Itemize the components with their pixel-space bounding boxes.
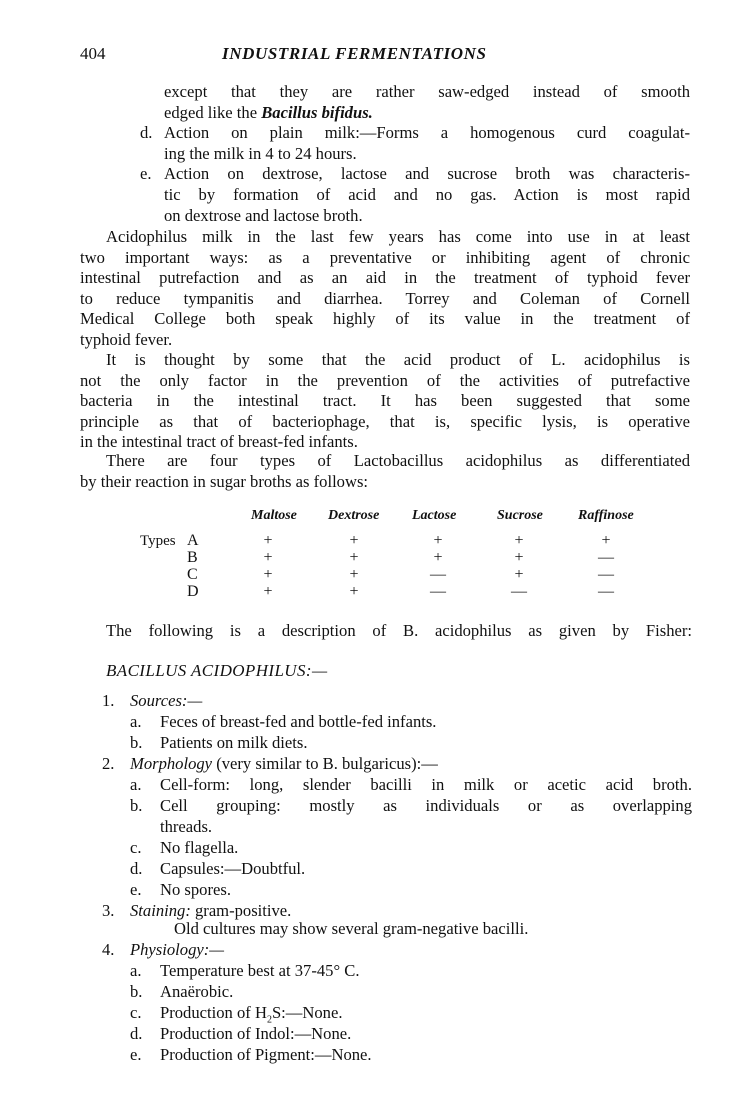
table-row <box>140 565 660 582</box>
table-cell: — <box>598 566 614 583</box>
paragraph-line: It is thought by some that the acid product of L. acidophilus is <box>106 350 690 369</box>
paragraph-line: in the intestinal tract of breast-fed infants. <box>80 432 358 452</box>
column-header: Raffinose <box>578 508 634 523</box>
sub-text: No spores. <box>160 880 231 899</box>
continuation-line: edged like the Bacillus bifidus. <box>164 102 373 122</box>
column-header: Dextrose <box>328 508 380 523</box>
section-title: Morphology (very similar to B. bulgaricus):— <box>130 754 438 773</box>
item-line: tic by formation of acid and no gas. Action is most rapid <box>164 184 690 204</box>
sugar-reaction-table <box>140 506 660 602</box>
type-label: D <box>187 583 199 600</box>
item-line: ing the milk in 4 to 24 hours. <box>164 143 357 163</box>
table-cell: + <box>263 566 273 583</box>
table-cell: — <box>430 583 446 600</box>
running-head <box>80 44 700 66</box>
sub-label: b. <box>130 796 143 815</box>
column-header: Sucrose <box>497 508 543 523</box>
sub-text: Capsules:—Doubtful. <box>160 859 306 878</box>
table-cell: + <box>514 549 524 566</box>
table-cell: + <box>349 532 359 549</box>
paragraph-line: Acidophilus milk in the last few years has come into use in at least <box>106 227 690 246</box>
section-title: Sources:— <box>130 691 203 710</box>
table-cell: + <box>433 532 443 549</box>
row-prefix: Types <box>140 533 176 549</box>
item-line: Action on dextrose, lactose and sucrose broth was characteris- <box>164 164 690 184</box>
sub-text: Production of Indol:—None. <box>160 1024 352 1043</box>
paragraph-acid-product <box>80 350 690 453</box>
table-cell: + <box>514 532 524 549</box>
column-header: Maltose <box>251 508 297 523</box>
sub-label: c. <box>130 838 142 857</box>
continuation-line: except that they are rather saw-edged instead of smooth <box>164 82 690 101</box>
section-title: Staining: gram-positive. <box>130 901 292 920</box>
table-cell: + <box>349 583 359 600</box>
sub-text: Production of Pigment:—None. <box>160 1045 372 1064</box>
sub-label: b. <box>130 982 143 1001</box>
sub-text: Temperature best at 37-45° C. <box>160 961 360 980</box>
sub-text: Feces of breast-fed and bottle-fed infants. <box>160 712 437 731</box>
section-number: 4. <box>102 940 115 959</box>
paragraph-line: typhoid fever. <box>80 329 173 349</box>
sub-text: Cell grouping: mostly as individuals or as overlapping <box>160 796 692 815</box>
sub-label: d. <box>130 859 143 878</box>
paragraph-line: by their reaction in sugar broths as follows: <box>80 471 369 491</box>
paragraph-four-types <box>80 451 690 492</box>
description-heading: BACILLUS ACIDOPHILUS:— <box>106 661 328 680</box>
table-cell: + <box>263 549 273 566</box>
sub-text: Anaërobic. <box>160 982 234 1001</box>
item-line: Action on plain milk:—Forms a homogenous curd coagulat- <box>164 123 690 143</box>
column-header: Lactose <box>412 508 457 523</box>
item-line: on dextrose and lactose broth. <box>164 205 363 225</box>
paragraph-line: The following is a description of B. acidophilus as given by Fisher: <box>106 621 692 640</box>
type-label: B <box>187 549 198 566</box>
sub-text: Production of $H_2S:—None$. <box>160 1003 343 1026</box>
page-number: 404 <box>80 44 106 63</box>
paragraph-line: Medical College both speak highly of its value in the treatment of <box>80 309 690 329</box>
sub-label: a. <box>130 961 142 980</box>
table-cell: — <box>430 566 446 583</box>
running-title: INDUSTRIAL FERMENTATIONS <box>222 44 487 63</box>
table-row <box>140 531 660 548</box>
sub-label: a. <box>130 712 142 731</box>
section-number: 3. <box>102 901 115 920</box>
bacillus-description <box>102 661 692 1066</box>
item-label: d. <box>140 123 153 143</box>
type-label: C <box>187 566 198 583</box>
table-cell: — <box>598 583 614 600</box>
section-title: Physiology:— <box>130 940 225 959</box>
paragraph-line: to reduce tympanitis and diarrhea. Torrey and Coleman of Cornell <box>80 288 690 308</box>
table-cell: + <box>349 549 359 566</box>
table-row <box>140 548 660 565</box>
sub-text: Cell-form: long, slender bacilli in milk or acetic acid broth. <box>160 775 692 794</box>
paragraph-line: two important ways: as a preventative or inhibiting agent of chronic <box>80 247 690 267</box>
table-cell: + <box>263 583 273 600</box>
table-cell: + <box>433 549 443 566</box>
sub-text: No flagella. <box>160 838 239 857</box>
item-label: e. <box>140 164 152 184</box>
paragraph-line: principle as that of bacteriophage, that is, specific lysis, is operative <box>80 411 690 431</box>
sub-text: Patients on milk diets. <box>160 733 308 752</box>
fisher-intro <box>106 621 692 642</box>
table-cell: + <box>514 566 524 583</box>
sub-label: b. <box>130 733 143 752</box>
table-row <box>140 582 660 599</box>
paragraph-line: not the only factor in the prevention of the activities of putrefactive <box>80 370 690 390</box>
paragraph-acidophilus-milk <box>80 227 690 351</box>
sub-label: c. <box>130 1003 142 1022</box>
section-number: 2. <box>102 754 115 773</box>
paragraph-line: intestinal putrefaction and as an aid in the treatment of typhoid fever <box>80 268 690 288</box>
table-cell: — <box>511 583 527 600</box>
sub-text-continuation: threads. <box>160 817 213 836</box>
table-cell: + <box>349 566 359 583</box>
paragraph-line: bacteria in the intestinal tract. It has been suggested that some <box>80 391 690 411</box>
table-cell: + <box>601 532 611 549</box>
sub-label: d. <box>130 1024 143 1043</box>
section-number: 1. <box>102 691 115 710</box>
paragraph-line: There are four types of Lactobacillus acidophilus as differentiated <box>106 451 690 470</box>
table-cell: — <box>598 549 614 566</box>
sub-label: e. <box>130 880 142 899</box>
staining-note: Old cultures may show several gram-negative bacilli. <box>174 919 529 938</box>
list-continuation <box>80 82 690 226</box>
table-cell: + <box>263 532 273 549</box>
type-label: A <box>187 532 199 549</box>
sub-label: e. <box>130 1045 142 1064</box>
sub-label: a. <box>130 775 142 794</box>
